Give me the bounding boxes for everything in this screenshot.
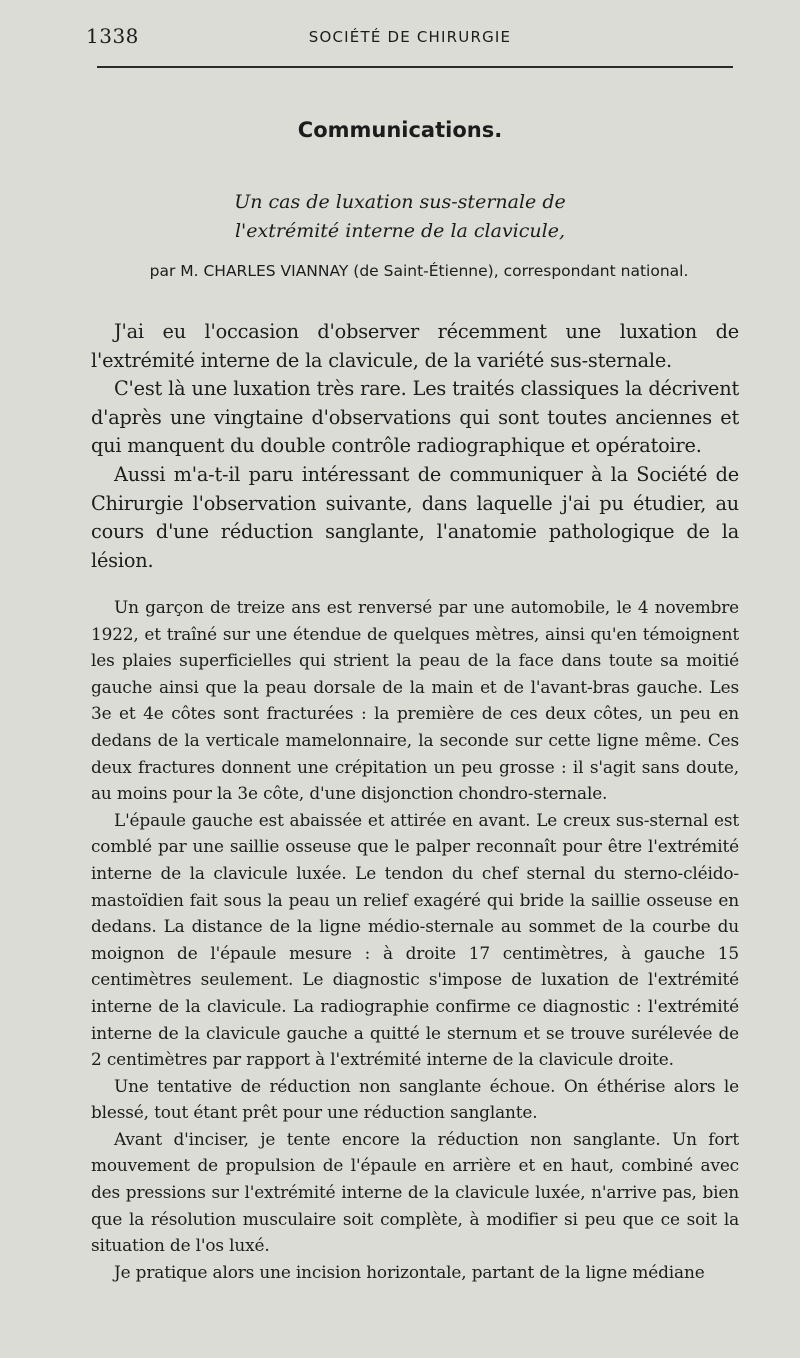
- section-heading: Communications.: [297, 118, 503, 142]
- running-head: [86, 24, 734, 54]
- paragraph: Avant d'inciser, je tente encore la réduction non sanglante. Un fort mouvement de propulsion de l'épaule en arrière et en haut, combiné avec des pressions sur l'extrémité interne de la clavicule luxée, n'arrive pas, bien que la résolution musculaire soit complète, à modifier si peu que ce soit la situation de l'os luxé.: [91, 1128, 739, 1256]
- journal-name: SOCIÉTÉ DE CHIRURGIE: [308, 28, 512, 46]
- page-number: 1338: [86, 24, 139, 48]
- paragraph: L'épaule gauche est abaissée et attirée en avant. Le creux sus-sternal est comblé par une saillie osseuse que le palper reconnaît pour être l'extrémité interne de la clavicule luxée. Le tendon du chef sternal du sterno-cléido-mastoïdien fait sous la peau un relief exagéré qui bride la saillie osseuse en dedans. La distance de la ligne médio-sternale au sommet de la courbe du moignon de l'épaule mesure : à droite 17 centimètres, à gauche 15 centimètres seulement. Le diagnostic s'impose de luxation de l'extrémité interne de la clavicule. La radiographie confirme ce diagnostic : l'extrémité interne de la clavicule gauche a quitté le sternum et se trouve surélevée de 2 centimètres par rapport à l'extrémité interne de la clavicule droite.: [91, 809, 739, 1070]
- article-title-line-2: l'extrémité interne de la clavicule,: [234, 220, 565, 242]
- paragraph: Une tentative de réduction non sanglante échoue. On éthérise alors le blessé, tout étant prêt pour une réduction sanglante.: [91, 1075, 739, 1123]
- paragraph: Je pratique alors une incision horizontale, partant de la ligne médiane: [114, 1261, 705, 1282]
- header-rule: [97, 66, 733, 68]
- paragraph: Un garçon de treize ans est renversé par une automobile, le 4 novembre 1922, et traîné sur une étendue de quelques mètres, ainsi qu'en témoignent les plaies superficielles qui strient la peau de la face dans toute sa moitié gauche ainsi que la peau dorsale de la main et de l'avant-bras gauche. Les 3e et 4e côtes sont fracturées : la première de ces deux côtes, un peu en dedans de la verticale mamelonnaire, la seconde sur cette ligne même. Ces deux fractures donnent une crépitation un peu grosse : il s'agit sans doute, au moins pour la 3e côte, d'une disjonction chondro-sternale.: [91, 597, 739, 804]
- article-title: [0, 188, 800, 246]
- article-title-line-1: Un cas de luxation sus-sternale de: [234, 191, 566, 213]
- paragraph: Aussi m'a-t-il paru intéressant de communiquer à la Société de Chirurgie l'observation suivante, dans laquelle j'ai pu étudier, au cours d'une réduction sanglante, l'anatomie pathologique de la lésion.: [91, 462, 739, 572]
- paragraph: J'ai eu l'occasion d'observer récemment une luxation de l'extrémité interne de la clavicule, de la variété sus-sternale.: [91, 320, 739, 372]
- author-byline: par M. CHARLES VIANNAY (de Saint-Étienne), correspondant national.: [149, 262, 689, 280]
- paragraph: C'est là une luxation très rare. Les traités classiques la décrivent d'après une vingtaine d'observations qui sont toutes anciennes et qui manquent du double contrôle radiographique et opératoire.: [91, 377, 739, 458]
- observation-text: [91, 594, 739, 1285]
- introduction-text: [91, 318, 739, 575]
